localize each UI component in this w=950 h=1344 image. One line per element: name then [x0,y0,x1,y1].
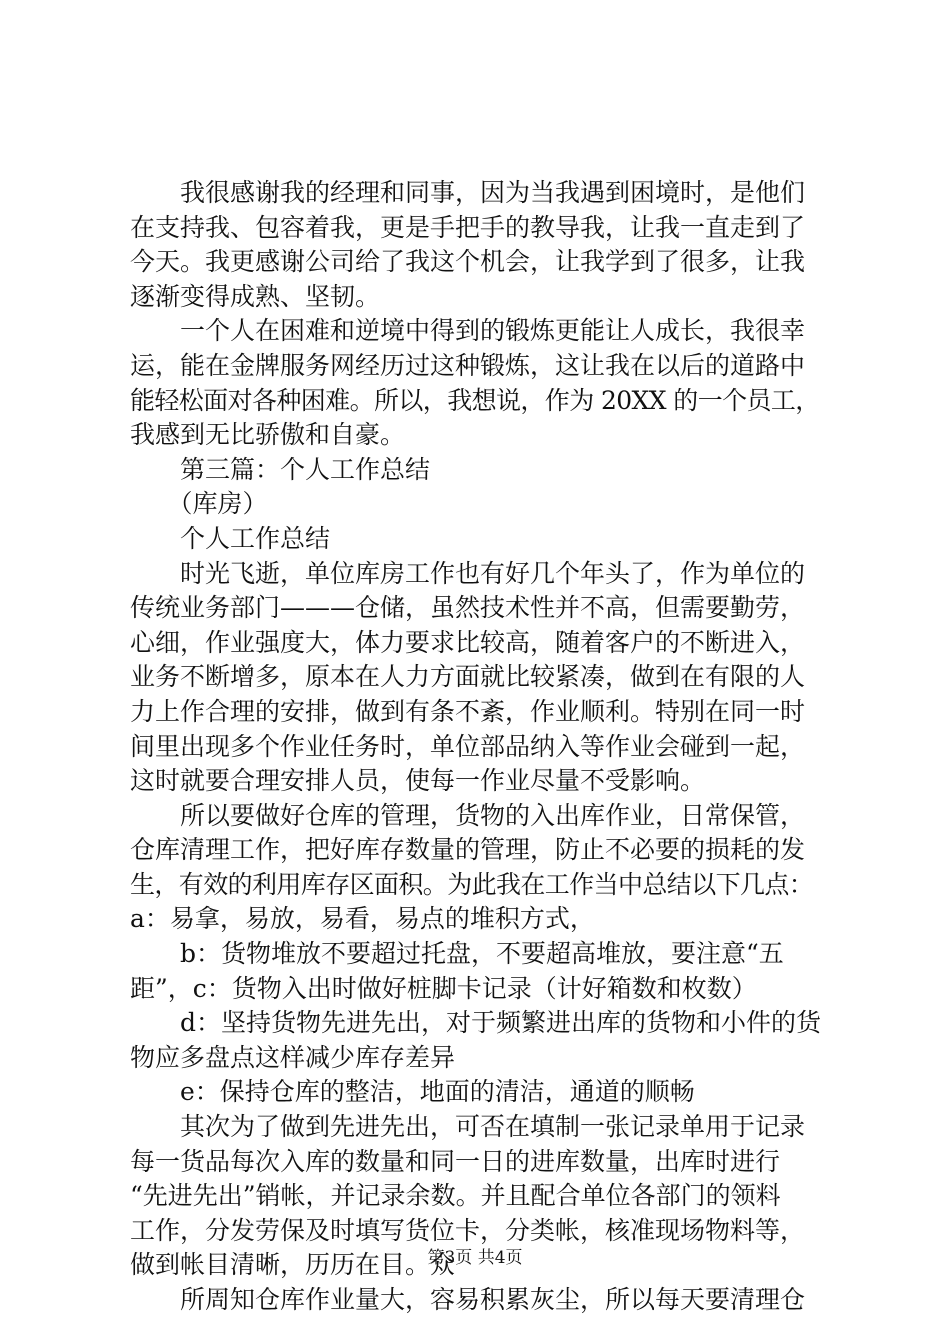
section-heading: 第三篇：个人工作总结 [130,454,431,484]
text-line: 工作，分发劳保及时填写货位卡，分类帐，核准现场物料等， [130,1215,806,1245]
text-line: 我很感谢我的经理和同事，因为当我遇到困境时，是他们 [130,178,806,207]
list-item: d：坚持货物先进先出，对于频繁进出库的货物和小件的货 [130,1008,822,1038]
text-line: 其次为了做到先进先出，可否在填制一张记录单用于记录 [130,1112,806,1142]
list-item: b：货物堆放不要超过托盘，不要超高堆放，要注意“五 [130,939,784,969]
text-line: “先进先出”销帐，并记录余数。并且配合单位各部门的领料 [130,1181,781,1211]
text-line: 运，能在金牌服务网经历过这种锻炼，这让我在以后的道路中 [130,350,806,380]
text-line: 距”，c：货物入出时做好桩脚卡记录（计好箱数和枚数） [130,973,757,1003]
text-line: 传统业务部门———仓储，虽然技术性并不高，但需要勤劳， [130,593,806,623]
text-line: 今天。我更感谢公司给了我这个机会，让我学到了很多，让我 [130,247,806,277]
text-line: 力上作合理的安排，做到有条不紊，作业顺利。特别在同一时 [130,696,806,726]
text-line: 我感到无比骄傲和自豪。 [130,420,406,450]
text-line: 做到帐目清晰，历历在目。众 [130,1250,456,1280]
text-line: 在支持我、包容着我，更是手把手的教导我，让我一直走到了 [130,212,806,242]
text-line: 所以要做好仓库的管理，货物的入出库作业，日常保管， [130,800,806,830]
text-line: 所周知仓库作业量大，容易积累灰尘，所以每天要清理仓 [130,1285,806,1314]
text-line: 仓库清理工作，把好库存数量的管理，防止不必要的损耗的发 [130,835,806,865]
text-line: 一个人在困难和逆境中得到的锻炼更能让人成长，我很幸 [130,316,806,346]
text-line: 物应多盘点这样减少库存差异 [130,1042,456,1072]
page-number-footer: 第3页 共4页 [427,1248,523,1268]
section-subheading: （库房） [130,489,268,519]
body-text [130,176,840,1318]
text-line: 心细，作业强度大，体力要求比较高，随着客户的不断进入， [130,627,806,657]
list-item: a：易拿，易放，易看，易点的堆积方式， [130,904,595,934]
section-title: 个人工作总结 [130,523,331,553]
text-line: 间里出现多个作业任务时，单位部品纳入等作业会碰到一起， [130,731,806,761]
text-line: 逐渐变得成熟、坚韧。 [130,281,381,311]
text-line: 时光飞逝，单位库房工作也有好几个年头了，作为单位的 [130,558,806,588]
text-line: 每一货品每次入库的数量和同一日的进库数量，出库时进行 [130,1146,781,1176]
text-line: 生，有效的利用库存区面积。为此我在工作当中总结以下几点： [130,869,814,899]
text-line: 能轻松面对各种困难。所以，我想说，作为 20XX 的一个员工， [130,385,820,415]
text-line: 这时就要合理安排人员，使每一作业尽量不受影响。 [130,766,706,796]
list-item: e：保持仓库的整洁，地面的清洁，通道的顺畅 [130,1077,695,1107]
text-line: 业务不断增多，原本在人力方面就比较紧凑，做到在有限的人 [130,662,806,692]
